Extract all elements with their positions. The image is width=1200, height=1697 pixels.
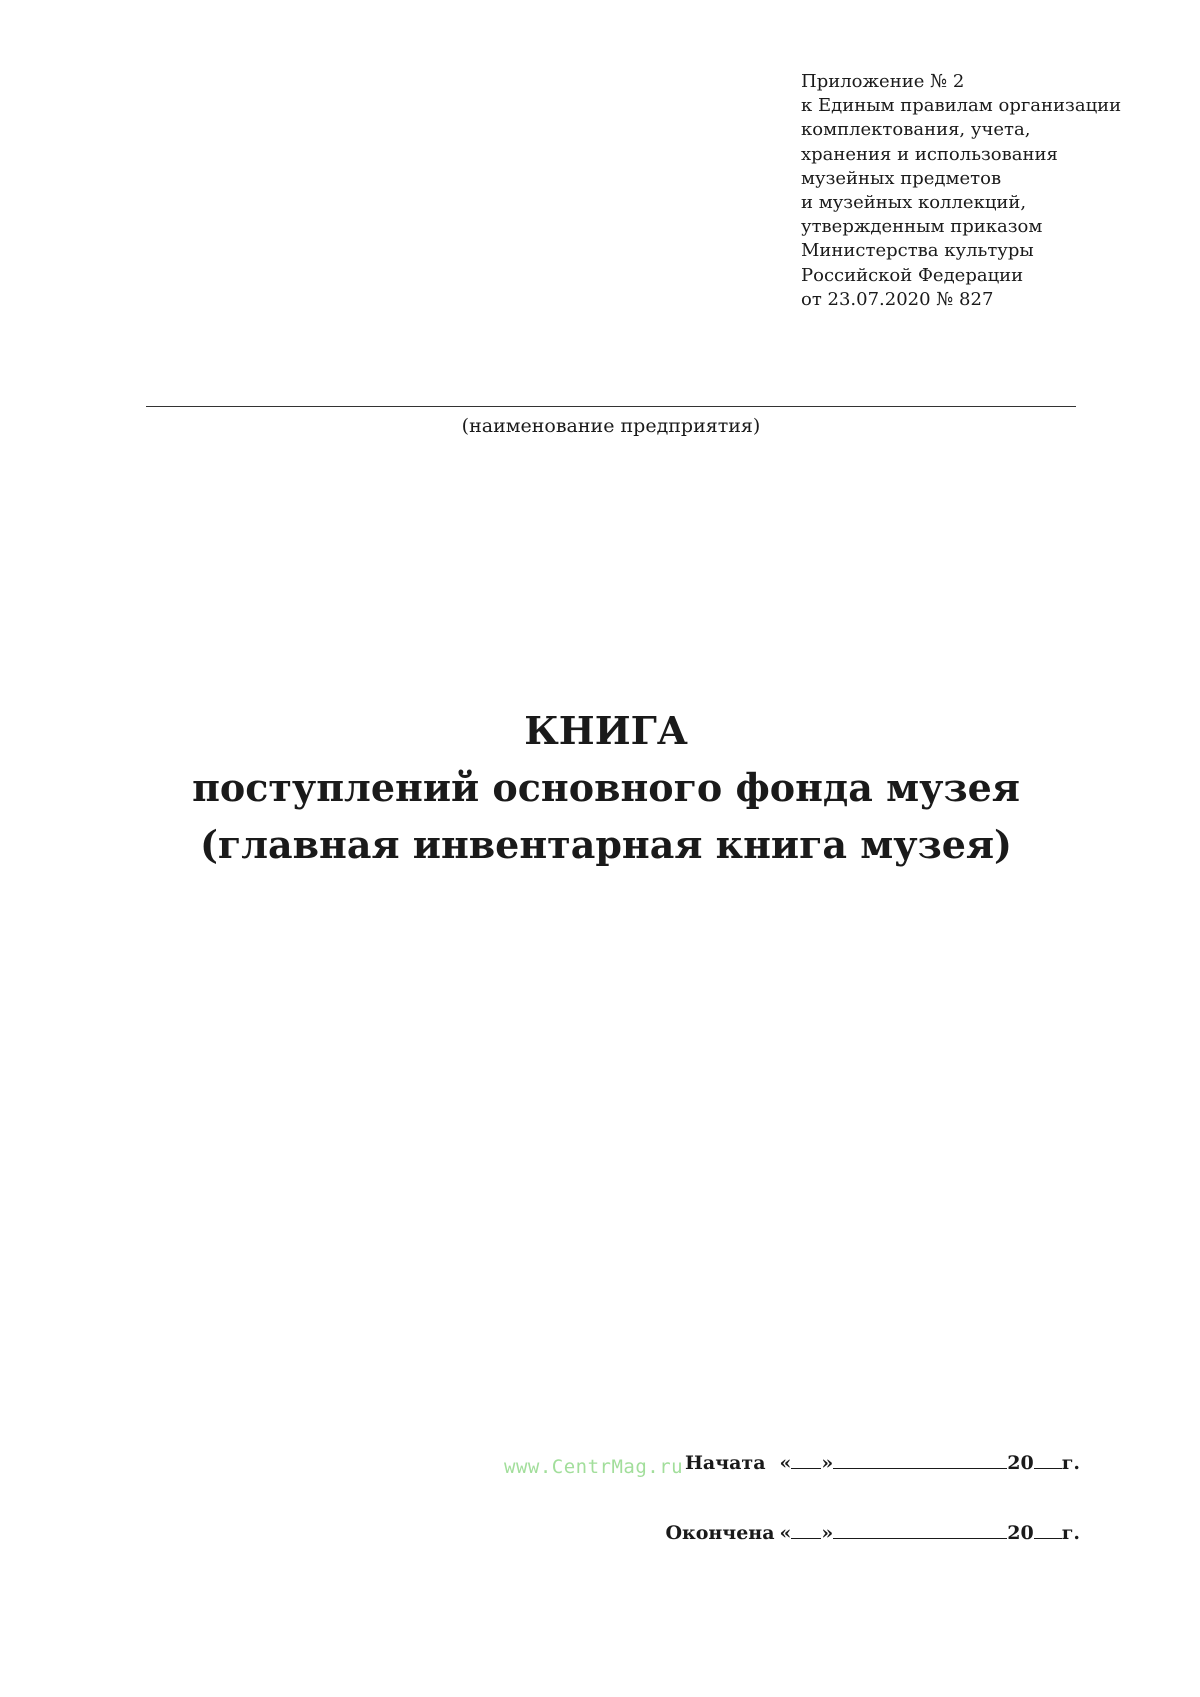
appendix-line: Министерства культуры <box>801 240 1034 262</box>
appendix-line: музейных предметов <box>801 167 1002 189</box>
organization-name-field[interactable] <box>146 406 1076 407</box>
appendix-line: и музейных коллекций, <box>801 192 1027 214</box>
title-line-3: (главная инвентарная книга музея) <box>199 822 1013 867</box>
start-close-quote: » <box>821 1452 834 1474</box>
end-close-quote: » <box>821 1522 834 1544</box>
end-label: Окончена <box>665 1522 775 1544</box>
end-year-suffix: г. <box>1061 1522 1080 1544</box>
end-open-quote: « <box>779 1522 792 1544</box>
start-day-field[interactable] <box>791 1448 821 1469</box>
appendix-line: комплектования, учета, <box>801 119 1031 141</box>
appendix-note <box>801 70 1161 312</box>
end-year-prefix: 20 <box>1007 1522 1034 1544</box>
start-label: Начата <box>684 1452 766 1474</box>
start-month-field[interactable] <box>833 1448 1007 1469</box>
appendix-line: Российской Федерации <box>801 264 1024 286</box>
appendix-line: от 23.07.2020 № 827 <box>801 288 994 310</box>
start-year-suffix: г. <box>1061 1452 1080 1474</box>
start-open-quote: « <box>779 1452 792 1474</box>
start-year-prefix: 20 <box>1007 1452 1034 1474</box>
end-month-field[interactable] <box>833 1518 1007 1539</box>
appendix-line: утвержденным приказом <box>801 216 1043 238</box>
start-year-field[interactable] <box>1034 1448 1062 1469</box>
document-title <box>100 702 1112 873</box>
end-day-field[interactable] <box>791 1518 821 1539</box>
title-line-1: КНИГА <box>524 708 688 753</box>
appendix-line: хранения и использования <box>801 143 1058 165</box>
appendix-line: к Единым правилам организации <box>801 95 1122 117</box>
start-date-row <box>685 1448 1080 1476</box>
organization-caption: (наименование предприятия) <box>461 415 761 437</box>
end-year-field[interactable] <box>1034 1518 1062 1539</box>
title-line-2: поступлений основного фонда музея <box>192 765 1020 810</box>
appendix-line: Приложение № 2 <box>801 71 965 92</box>
watermark: www.CentrMag.ru <box>504 1456 684 1478</box>
end-date-row <box>665 1518 1080 1546</box>
